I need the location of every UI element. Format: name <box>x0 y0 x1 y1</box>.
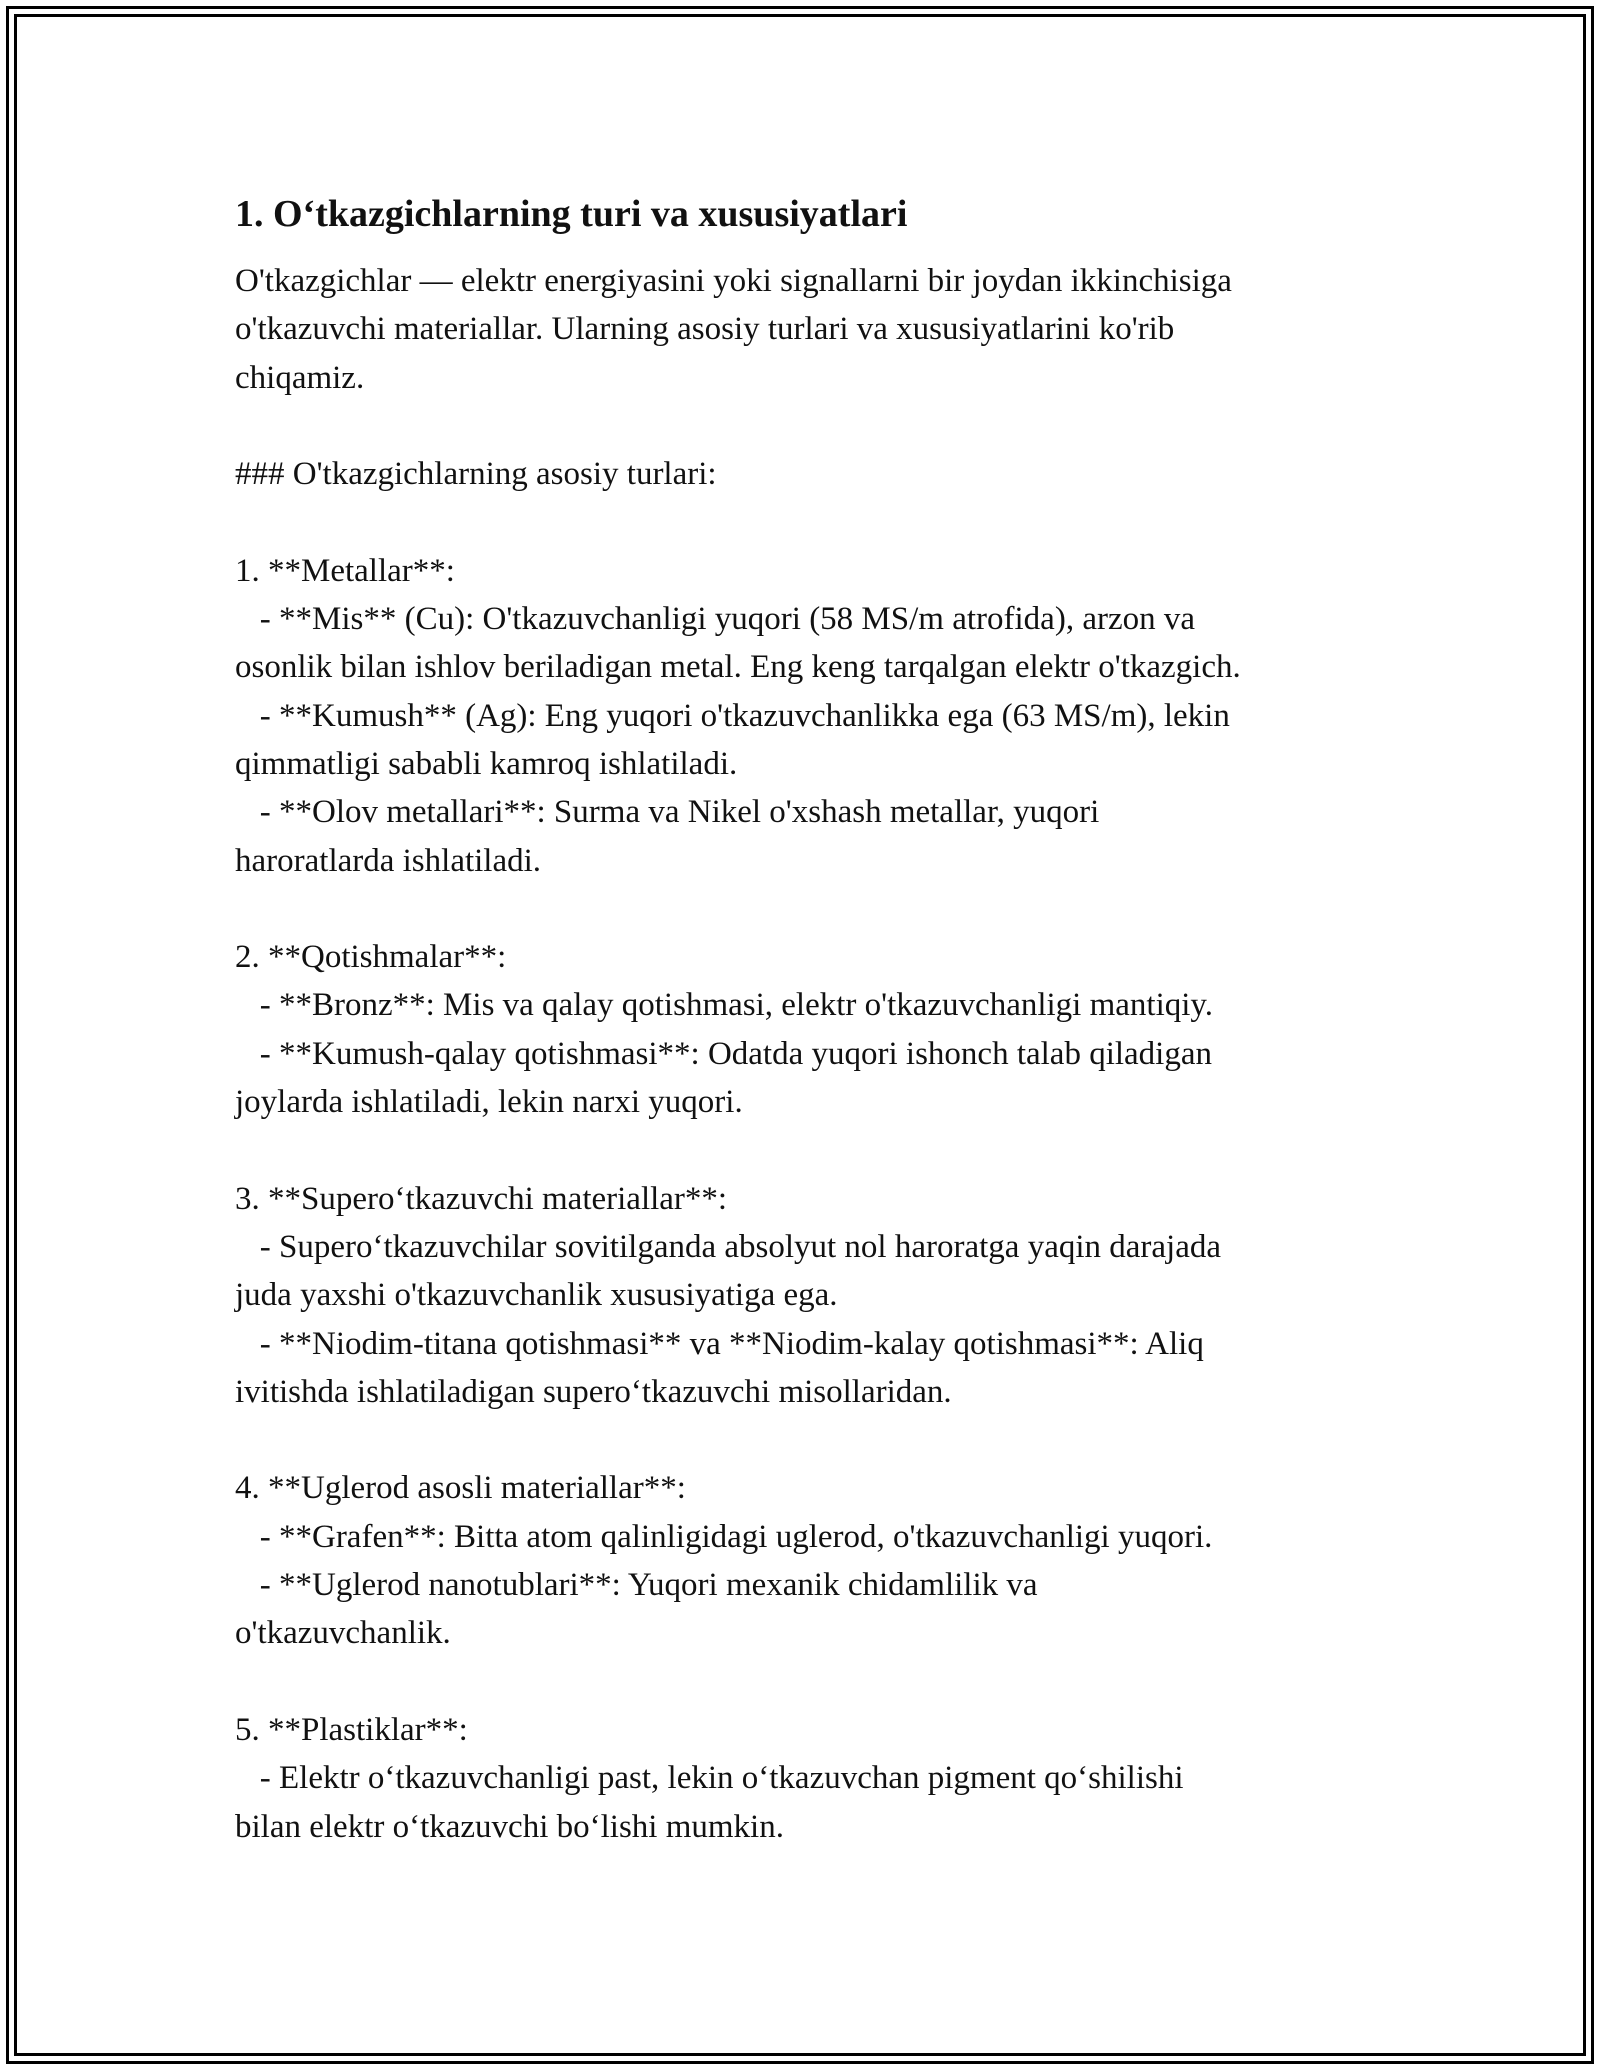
document-content <box>235 188 1385 1851</box>
document-body: O'tkazgichlar — elektr energiyasini yoki signallarni bir joydan ikkinchisiga o'tkazuvchi materiallar. Ularning asosiy turlari va xususiyatlarini ko'rib chiqamiz. ### O'tkazgichlarning asosiy turlari: 1. **Metallar**: - **Mis** (Cu): O'tkazuvchanligi yuqori (58 MS/m atrofida), arzon va osonlik bilan ishlov beriladigan metal. Eng keng tarqalgan elektr o'tkazgich. - **Kumush** (Ag): Eng yuqori o'tkazuvchanlikka ega (63 MS/m), lekin qimmatligi sababli kamroq ishlatiladi. - **Olov metallari**: Surma va Nikel o'xshash metallar, yuqori haroratlarda ishlatiladi. 2. **Qotishmalar**: - **Bronz**: Mis va qalay qotishmasi, elektr o'tkazuvchanligi mantiqiy. - **Kumush-qalay qotishmasi**: Odatda yuqori ishonch talab qiladigan joylarda ishlatiladi, lekin narxi yuqori. 3. **Supero‘tkazuvchi materiallar**: - Supero‘tkazuvchilar sovitilganda absolyut nol haroratga yaqin darajada juda yaxshi o'tkazuvchanlik xususiyatiga ega. - **Niodim-titana qotishmasi** va **Niodim-kalay qotishmasi**: Aliq ivitishda ishlatiladigan supero‘tkazuvchi misollaridan. 4. **Uglerod asosli materiallar**: - **Grafen**: Bitta atom qalinligidagi uglerod, o'tkazuvchanligi yuqori. - **Uglerod nanotublari**: Yuqori mexanik chidamlilik va o'tkazuvchanlik. 5. **Plastiklar**: - Elektr o‘tkazuvchanligi past, lekin o‘tkazuvchan pigment qo‘shilishi bilan elektr o‘tkazuvchi bo‘lishi mumkin. <box>235 263 1241 1845</box>
document-title: 1. O‘tkazgichlarning turi va xususiyatlari <box>235 193 908 235</box>
